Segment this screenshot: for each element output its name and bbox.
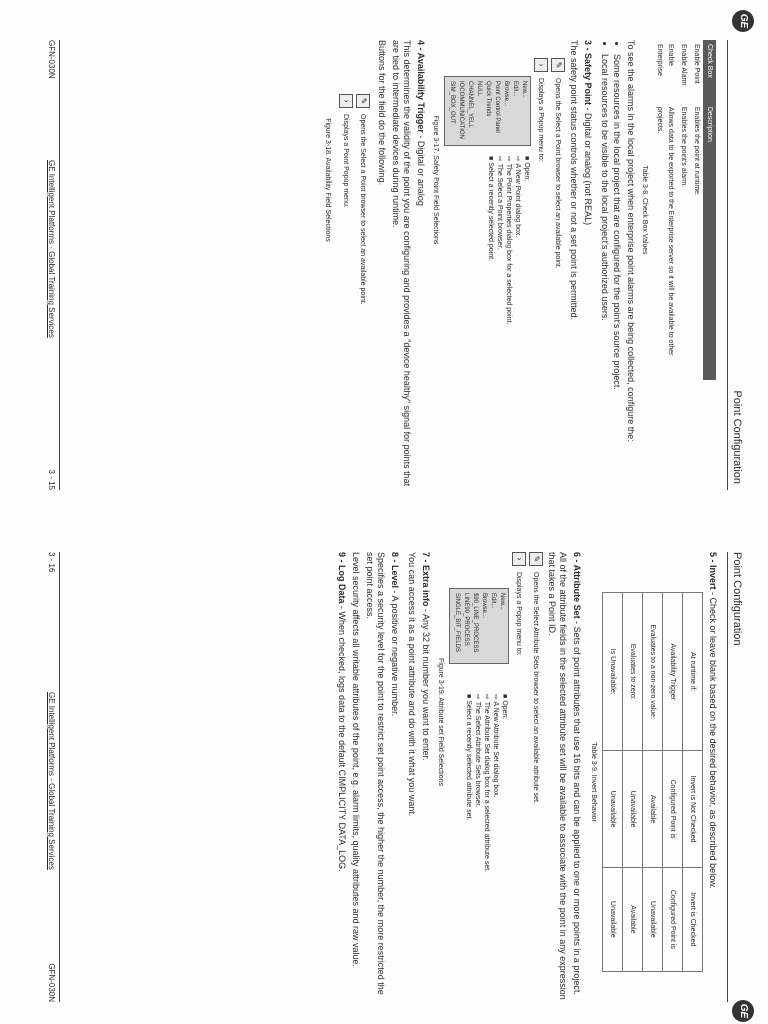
browse-button-row: ✎ Opens the Select a Point browser to select an available point. <box>356 94 370 490</box>
table-cell: Is Unavailable: <box>603 593 623 751</box>
section-4-heading: 4 - Availability Trigger - Digital or analog <box>416 40 426 206</box>
popup-menu <box>444 76 531 146</box>
browse-button-row: ✎ Opens the Select a Point browser to select an available point. <box>551 58 565 490</box>
section-3-text: The safety point status controls whether or not a set point is permitted. <box>569 40 579 321</box>
figure-3-17 <box>444 76 531 490</box>
menu-item[interactable]: Browse... <box>481 593 487 619</box>
figure-caption: Figure 3-19. Attribute set Field Selections <box>437 657 444 786</box>
menu-item[interactable]: Point Control Panel <box>494 81 500 133</box>
bullet-list <box>599 54 622 490</box>
menu-item[interactable]: Browse... <box>503 81 509 107</box>
popup-button-row: › Displays a Point Popup menu. <box>339 94 353 490</box>
footer-org: GE Intelligent Platforms - Global Training Services <box>47 692 56 870</box>
table-cell: Enable Enterprise <box>656 44 674 76</box>
menu-item[interactable]: SINGLE_BIT_FIELDS <box>454 593 460 653</box>
browse-icon[interactable]: ✎ <box>529 552 543 566</box>
table-row <box>603 593 623 972</box>
popup-menu <box>449 588 509 664</box>
menu-item[interactable]: SIM_BOX_OUT <box>449 81 455 124</box>
list-item: • Some resources in the local project that are configured for the point's source project. <box>611 54 622 490</box>
page-header <box>727 13 754 490</box>
table-cell: Evaluates to a non-zero value: <box>643 593 663 751</box>
table-cell: Evaluates to zero: <box>623 593 643 751</box>
page-3-16 <box>0 512 768 1024</box>
page-footer <box>42 40 60 490</box>
table-cell: Configured Point is <box>663 751 683 867</box>
table-header: Invert is Not Checked <box>683 751 703 867</box>
section-4-text: This determines the validity of the point you are configuring and provides a "device healthy" signal for points that are tied to intermediate devices during runtime. <box>391 40 412 487</box>
table-cell: Unavailable <box>603 867 623 971</box>
menu-item[interactable]: Edit... <box>512 81 518 97</box>
menu-item[interactable]: Edit... <box>490 593 496 609</box>
table-header: Invert is Checked <box>683 867 703 971</box>
section-8-text-2: Level security affects all writable attributes of the point, e.g. alarm limits, quality attributes and raw value. <box>351 552 361 968</box>
section-6-heading: 6 - Attribute Set - Sets of point attributes that use 16 bits and can be applied to one or more points in a project. <box>572 552 582 995</box>
table-cell: Enables the point at runtime. <box>693 106 700 196</box>
table-header: Description <box>703 103 716 380</box>
table-header: At runtime if: <box>683 593 703 751</box>
section-8-text: Specifies a security level for the point to restrict set point access, the higher the number, the more restricted the set point access. <box>365 552 386 995</box>
browse-icon[interactable]: ✎ <box>551 58 565 72</box>
figure-3-19 <box>449 588 509 1002</box>
table-row <box>653 40 677 380</box>
intro-text: To see the alarms in the local project when enterprise point alarms are being collected, configure the: <box>626 40 636 442</box>
browse-icon[interactable]: ✎ <box>356 94 370 108</box>
table-cell: Configured Point is <box>663 867 683 971</box>
section-5-heading: 5 - Invert - Check or leave blank based on the desired behavior, as described below. <box>708 552 718 889</box>
popup-arrow-icon[interactable]: › <box>534 58 548 72</box>
popup-options: ■ Open: ⇨ A New Point dialog box. ⇨ The Point Properties dialog box for a selected point. ⇨ The Select a Point browser. ■ Select a recently selected point. <box>487 156 530 325</box>
table-caption: Table 3-8. Check Box Values <box>641 165 648 255</box>
menu-item[interactable]: Quick Trends <box>485 81 491 117</box>
table-row <box>690 40 703 380</box>
page-body <box>333 552 718 1002</box>
table-row <box>643 593 663 972</box>
popup-arrow-icon[interactable]: › <box>512 552 526 566</box>
list-item: • Local resources to be visible to the local project's authorized users. <box>599 54 610 490</box>
table-row <box>663 593 683 972</box>
table-row <box>677 40 690 380</box>
table-cell: Available <box>643 751 663 867</box>
menu-item[interactable]: IOCOMMUNICATION <box>458 81 464 139</box>
table-header: Check Box <box>703 40 716 103</box>
table-cell: Unavailable <box>603 751 623 867</box>
page-number: 3 - 15 <box>47 469 56 490</box>
section-3-heading: 3 - Safety Point - Digital or analog (not REAL) <box>583 40 593 226</box>
page-footer <box>42 552 60 1002</box>
section-6-text: All of the attribute fields in the selected attribute set will be available to associate with the point in any expression that takes a Point ID. <box>547 552 568 1000</box>
browse-button-row: ✎ Opens the Select Attribute Sets browser to select an available attribute set. <box>529 552 543 1002</box>
section-9-heading: 9 - Log Data - When checked, logs data to the default CIMPLICITY DATA_LOG. <box>337 552 347 872</box>
page-body <box>319 40 716 490</box>
menu-item[interactable]: New... <box>521 81 527 98</box>
table-cell: Availability Trigger <box>663 593 683 751</box>
table-3-8 <box>653 40 716 380</box>
ge-logo-icon: GE <box>732 1000 754 1022</box>
figure-caption: Figure 3-18. Availability Field Selections <box>324 118 331 242</box>
popup-options: ■ Open: ⇨ A New Attribute Set dialog box. ⇨ The Attribute Set dialog box for a selected attribute set. ⇨ The Select Attribute Sets browser. ■ Select a recently selected attribute set. <box>465 694 508 873</box>
table-cell: Allows data to be exported to the Enterprise server so it will be available to other projects. <box>656 106 674 356</box>
menu-item[interactable]: $90_LINE_PROCESS <box>472 593 478 653</box>
section-8-heading: 8 - Level - A positive or negative number. <box>390 552 400 717</box>
table-cell: Enable Point <box>693 44 700 84</box>
table-cell: Enable Alarm <box>680 44 687 86</box>
ge-logo-icon: GE <box>732 10 754 32</box>
doc-id: GFN-030N <box>47 40 56 79</box>
table-3-9 <box>602 592 703 972</box>
table-cell: Unavailable <box>623 751 643 867</box>
table-row <box>623 593 643 972</box>
table-cell: Enables the point's alarm. <box>680 106 687 188</box>
menu-item[interactable]: NULL <box>476 81 482 97</box>
page-number: 3 - 16 <box>47 552 56 573</box>
section-7-text: You can access it as a point attribute and do with it what you want. <box>407 552 417 817</box>
popup-button-row: › Displays a Popup menu to: <box>512 552 526 1002</box>
page-header <box>727 552 754 1019</box>
doc-id: GFN-030N <box>47 963 56 1002</box>
header-title: Point Configuration <box>731 552 743 646</box>
menu-item[interactable]: New... <box>499 593 505 610</box>
figure-caption: Figure 3-17. Safety Point Field Selections <box>432 115 439 245</box>
table-cell: Unavailable <box>643 867 663 971</box>
footer-org: GE Intelligent Platforms - Global Training Services <box>47 160 56 338</box>
table-cell: Available <box>623 867 643 971</box>
menu-item[interactable]: CHANNEL_YELL <box>467 81 473 128</box>
menu-item[interactable]: LINE90_PROCESS <box>463 593 469 646</box>
popup-button-row: › Displays a Popup menu to: <box>534 58 548 490</box>
header-title: Point Configuration <box>731 390 743 484</box>
popup-arrow-icon[interactable]: › <box>339 94 353 108</box>
table-caption: Table 3-9. Invert Behavior <box>590 742 597 822</box>
section-7-heading: 7 - Extra info - Any 32 bit number you want to enter. <box>421 552 431 761</box>
section-4-text-2: Buttons for the field do the following. <box>377 40 387 186</box>
